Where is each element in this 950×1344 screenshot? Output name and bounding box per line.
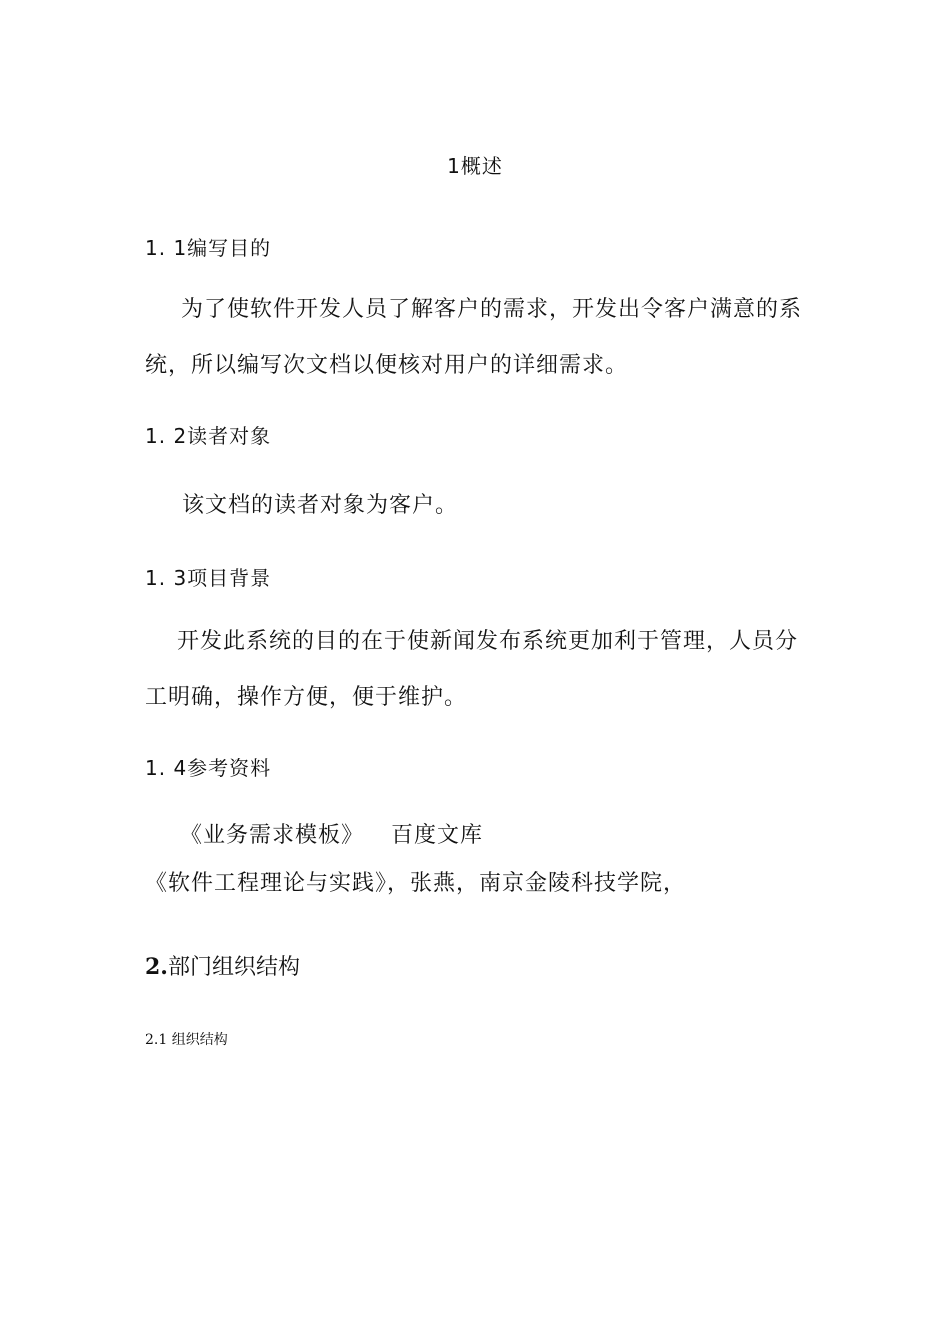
reference-2: 《软件工程理论与实践》，张燕，南京金陵科技学院， — [145, 871, 687, 896]
section-2-number: 2. — [145, 954, 168, 980]
section-2-title — [145, 950, 300, 981]
reference-1-source: 百度文库 — [391, 823, 484, 848]
heading-2-1: 2.1 组织结构 — [145, 1032, 228, 1048]
section-2-title-text: 部门组织结构 — [167, 955, 300, 980]
heading-1-1: 1. 1编写目的 — [145, 236, 272, 260]
paragraph-1-2: 该文档的读者对象为客户。 — [182, 493, 459, 518]
section-1-title: 1概述 — [447, 154, 503, 178]
paragraph-1-3: 开发此系统的目的在于使新闻发布系统更加利于管理，人员分工明确，操作方便，便于维护。 — [145, 629, 799, 710]
heading-1-3: 1. 3项目背景 — [145, 566, 272, 590]
heading-1-2: 1. 2读者对象 — [145, 424, 272, 448]
paragraph-1-1: 为了使软件开发人员了解客户的需求，开发出令客户满意的系统，所以编写次文档以便核对用户的详细需求。 — [145, 297, 803, 378]
reference-1-title: 《业务需求模板》 — [180, 823, 365, 848]
heading-1-4: 1. 4参考资料 — [145, 756, 272, 780]
